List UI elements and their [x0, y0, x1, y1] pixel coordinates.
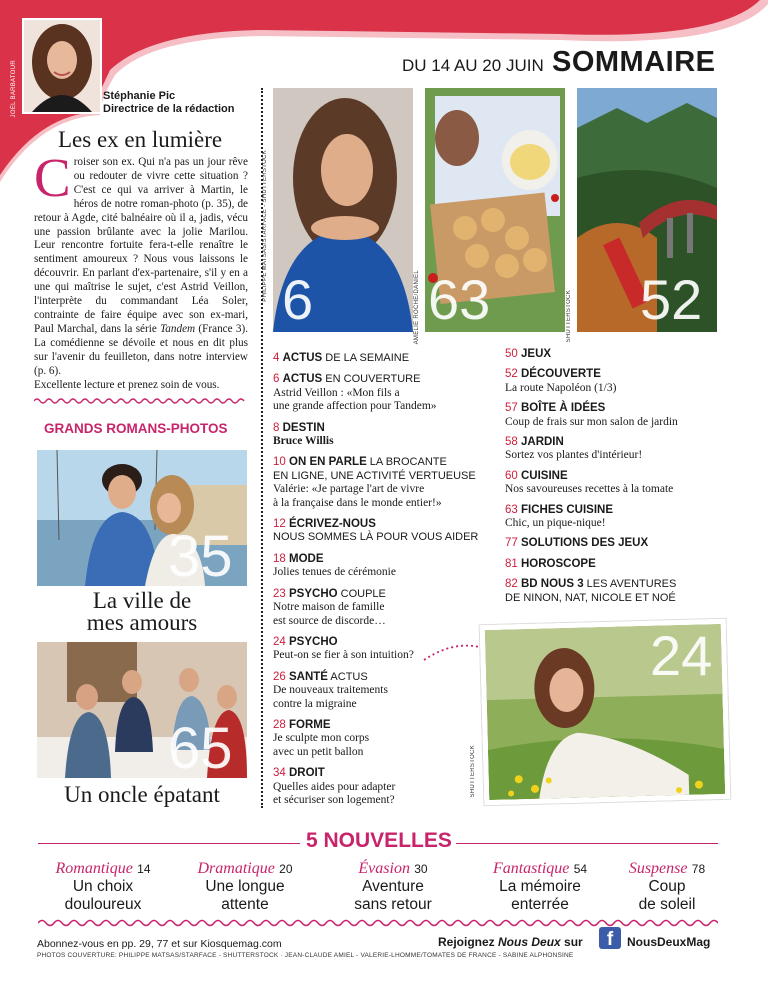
roman-title-1-line1: La ville de — [92, 588, 192, 613]
feature-credit: SHUTTERSTOCK — [470, 745, 476, 798]
wavy-divider — [34, 397, 246, 405]
roman-title-1-line2: mes amours — [86, 610, 198, 635]
toc-title: ON EN PARLE — [289, 456, 367, 469]
nouvelle-page: 54 — [573, 862, 588, 876]
editor-photo-credit: JOËL BARBATOUR — [11, 60, 17, 118]
toc-num: 28 — [273, 718, 286, 731]
toc-entry[interactable] — [273, 518, 493, 545]
nouvelle-4[interactable] — [470, 860, 610, 914]
toc-entry[interactable] — [505, 558, 730, 571]
toc-title: DÉCOUVERTE — [521, 368, 601, 381]
toc-caps2: NOUS SOMMES LÀ POUR VOUS AIDER — [273, 531, 479, 544]
join-prefix: Rejoignez — [438, 935, 499, 949]
nouvelle-title-l1: Un choix — [72, 878, 134, 895]
toc-title: ACTUS — [282, 373, 323, 386]
toc-title: SOLUTIONS DES JEUX — [521, 537, 649, 550]
toc-entry[interactable] — [505, 402, 730, 429]
editorial-text-end: (France 3). La comédienne se dévoile et nous en dit plus sur l'avenir du feuilleton, dans notre interview (p. 6). — [34, 322, 248, 377]
roman-page-65: 65 — [168, 716, 233, 781]
toc-rest: LES AVENTURES — [583, 578, 677, 591]
join-brand: Nous Deux — [498, 935, 561, 949]
toc-line: Chic, un pique-nique! — [505, 517, 606, 530]
toc-num: 24 — [273, 635, 286, 648]
toc-line: Jolies tenues de cérémonie — [273, 566, 396, 579]
social-handle[interactable]: NousDeuxMag — [627, 935, 711, 949]
issue-dates: DU 14 AU 20 JUIN — [402, 56, 544, 75]
nouvelle-5[interactable] — [612, 860, 722, 914]
toc-title: PSYCHO — [289, 635, 338, 648]
cover-credit-63: AMÉLIE ROCHE/DANIEL — [414, 270, 420, 345]
toc-line: Sortez vos plantes d'intérieur! — [505, 449, 643, 462]
nouvelle-genre: Évasion — [358, 860, 410, 877]
editorial-closing: Excellente lecture et prenez soin de vous. — [34, 378, 220, 391]
nouvelle-title-l1: Coup — [648, 878, 686, 895]
toc-line: Valérie: «Je partage l'art de vivre — [273, 483, 425, 496]
toc-entry[interactable] — [505, 368, 730, 395]
nouvelle-genre: Suspense — [628, 860, 688, 877]
feature-page-24: 24 — [650, 624, 713, 687]
toc-title: ÉCRIVEZ-NOUS — [289, 518, 376, 531]
toc-num: 4 — [273, 352, 280, 364]
toc-rest: EN COUVERTURE — [322, 373, 421, 386]
toc-num: 57 — [505, 402, 518, 415]
toc-entry[interactable] — [273, 671, 493, 711]
nouvelle-page: 78 — [691, 862, 706, 876]
romans-heading: GRANDS ROMANS-PHOTOS — [44, 421, 228, 436]
toc-num: 18 — [273, 552, 286, 565]
toc-line: est source de discorde… — [273, 614, 386, 627]
toc-right — [505, 348, 730, 605]
nouvelles-rule-left — [38, 843, 300, 844]
toc-line: Je sculpte mon corps — [273, 732, 370, 745]
toc-entry[interactable] — [505, 537, 730, 550]
toc-line: De nouveaux traitements — [273, 684, 388, 697]
roman-title-2: Un oncle épatant — [64, 782, 220, 807]
toc-line: avec un petit ballon — [273, 745, 364, 758]
editorial-headline: Les ex en lumière — [58, 127, 223, 152]
editorial-series: Tandem — [160, 322, 196, 335]
editor-photo — [22, 18, 102, 114]
toc-title: BD NOUS 3 — [521, 578, 584, 591]
toc-num: 63 — [505, 503, 518, 516]
toc-line: une grande affection pour Tandem» — [273, 400, 437, 413]
toc-entry[interactable] — [273, 456, 493, 510]
toc-title: HOROSCOPE — [521, 557, 596, 570]
editorial-text: roiser son ex. Qui n'a pas un jour rêve ou redouter de vivre cette situation ? C'est ce qui va arriver à Martin, le héros de notre roman-photo (p. 35), de retour à Agde, cité balnéaire où il a, jadis, vécu une passion brûlante avec la jolie Marilou. Leur rencontre fortuite fera-t-elle renaître le sentiment amoureux ? Nous vous laissons le découvrir. En parlant d'ex-partenaire, s'il y en a une qui maîtrise le sujet, c'est Astrid Veillon, l'interprète du commandant Léa Soler, contrainte de faire équipe avec son ex-mari, Paul Marchal, dans la série — [34, 156, 248, 335]
toc-line: Astrid Veillon : «Mon fils a — [273, 386, 400, 399]
nouvelle-2[interactable] — [180, 860, 310, 914]
nouvelle-title-l2: enterrée — [511, 896, 569, 913]
toc-caps2: EN LIGNE, UNE ACTIVITÉ VERTUEUSE — [273, 469, 476, 482]
cover-page-63: 63 — [428, 268, 491, 331]
nouvelle-title-l2: douloureux — [64, 896, 142, 913]
cover-page-6: 6 — [282, 268, 314, 331]
nouvelle-title-l1: Aventure — [362, 878, 424, 895]
toc-entry[interactable] — [273, 767, 493, 807]
nouvelle-3[interactable] — [328, 860, 458, 914]
nouvelle-title-l2: de soleil — [638, 896, 696, 913]
toc-rest: ACTUS — [327, 670, 368, 683]
toc-num: 23 — [273, 587, 286, 600]
toc-entry[interactable] — [505, 578, 730, 605]
toc-line: et sécuriser son logement? — [273, 793, 395, 806]
editorial-body — [34, 147, 248, 392]
drop-cap: C — [34, 147, 71, 208]
nouvelle-title-l1: La mémoire — [499, 878, 581, 895]
toc-entry[interactable] — [273, 588, 493, 628]
toc-entry[interactable] — [273, 719, 493, 759]
toc-line: Notre maison de famille — [273, 601, 385, 614]
toc-num: 10 — [273, 456, 286, 469]
toc-num: 77 — [505, 537, 518, 550]
toc-title: DROIT — [289, 767, 325, 780]
toc-line: Peut-on se fier à son intuition? — [273, 649, 414, 662]
nouvelle-genre: Romantique — [55, 860, 133, 877]
toc-title: BOÎTE À IDÉES — [521, 402, 606, 415]
facebook-letter: f — [606, 929, 614, 950]
roman-page-35: 35 — [168, 524, 233, 589]
toc-num: 81 — [505, 557, 518, 570]
toc-title: JEUX — [521, 348, 552, 360]
toc-title: CUISINE — [521, 469, 568, 482]
toc-num: 34 — [273, 767, 286, 780]
toc-entry[interactable] — [273, 553, 493, 580]
cover-credits: PHOTOS COUVERTURE: PHILIPPE MATSAS/STARFACE - SHUTTERSTOCK · JEAN-CLAUDE AMIEL - VALERIE-LHOMME/TOMATES DE FRANCE - SABINE ALPHONSINE — [37, 952, 574, 959]
page-title: SOMMAIRE — [552, 46, 716, 78]
toc-num: 6 — [273, 373, 280, 386]
toc-title: ACTUS — [282, 352, 323, 364]
roman-title-1 — [37, 590, 247, 634]
toc-num: 82 — [505, 578, 518, 591]
nouvelle-1[interactable] — [38, 860, 168, 914]
toc-line: Quelles aides pour adapter — [273, 780, 396, 793]
nouvelle-genre: Fantastique — [492, 860, 570, 877]
toc-rest: COUPLE — [337, 587, 386, 600]
toc-title: MODE — [289, 552, 324, 565]
nouvelle-title-l2: sans retour — [354, 896, 432, 913]
toc-entry[interactable] — [273, 352, 493, 365]
nouvelles-rule-right — [456, 843, 718, 844]
toc-entry[interactable] — [273, 373, 493, 413]
toc-line: Bruce Willis — [273, 435, 334, 448]
toc-rest: LA BROCANTE — [366, 456, 447, 469]
nouvelle-genre: Dramatique — [197, 860, 275, 877]
cover-page-52: 52 — [640, 268, 703, 331]
toc-num: 58 — [505, 436, 518, 449]
toc-entry[interactable] — [505, 470, 730, 497]
toc-num: 50 — [505, 348, 518, 360]
toc-num: 8 — [273, 421, 280, 434]
nouvelle-page: 14 — [137, 862, 151, 876]
toc-line: à la française dans le monde entier!» — [273, 496, 442, 509]
toc-num: 12 — [273, 518, 286, 531]
toc-entry[interactable] — [505, 348, 730, 361]
cover-credit-52: SHUTTERSTOCK — [566, 290, 572, 343]
nouvelle-title-l1: Une longue — [205, 878, 285, 895]
toc-num: 26 — [273, 670, 286, 683]
nouvelle-page: 30 — [414, 862, 428, 876]
facebook-icon[interactable] — [599, 927, 621, 949]
toc-line: contre la migraine — [273, 697, 357, 710]
toc-title: DESTIN — [282, 421, 325, 434]
toc-caps2: DE NINON, NAT, NICOLE ET NOÉ — [505, 591, 676, 604]
toc-line: Coup de frais sur mon salon de jardin — [505, 415, 678, 428]
toc-title: FICHES CUISINE — [521, 503, 614, 516]
nouvelle-page: 20 — [279, 862, 293, 876]
subscribe-text[interactable]: Abonnez-vous en pp. 29, 77 et sur Kiosquemag.com — [37, 938, 282, 950]
cover-credit-6: PHILIPPE MATSAS/STARFACE - SHUTTERSTOCK — [262, 150, 268, 302]
toc-title: PSYCHO — [289, 587, 338, 600]
toc-entry[interactable] — [273, 422, 493, 449]
nouvelles-heading: 5 NOUVELLES — [306, 829, 452, 852]
toc-title: JARDIN — [521, 436, 564, 449]
toc-line: Nos savoureuses recettes à la tomate — [505, 483, 674, 496]
toc-entry[interactable] — [505, 436, 730, 463]
toc-line: La route Napoléon (1/3) — [505, 381, 617, 394]
editor-name: Stéphanie Pic — [103, 90, 176, 102]
join-text — [438, 935, 583, 949]
toc-title: FORME — [289, 718, 331, 731]
nouvelle-title-l2: attente — [221, 896, 269, 913]
join-suffix: sur — [560, 935, 583, 949]
toc-rest: DE LA SEMAINE — [322, 352, 410, 364]
editor-role: Directrice de la rédaction — [103, 103, 235, 115]
toc-num: 52 — [505, 368, 518, 381]
toc-left — [273, 352, 493, 807]
toc-title: SANTÉ — [289, 670, 328, 683]
toc-num: 60 — [505, 469, 518, 482]
toc-entry[interactable] — [505, 504, 730, 531]
